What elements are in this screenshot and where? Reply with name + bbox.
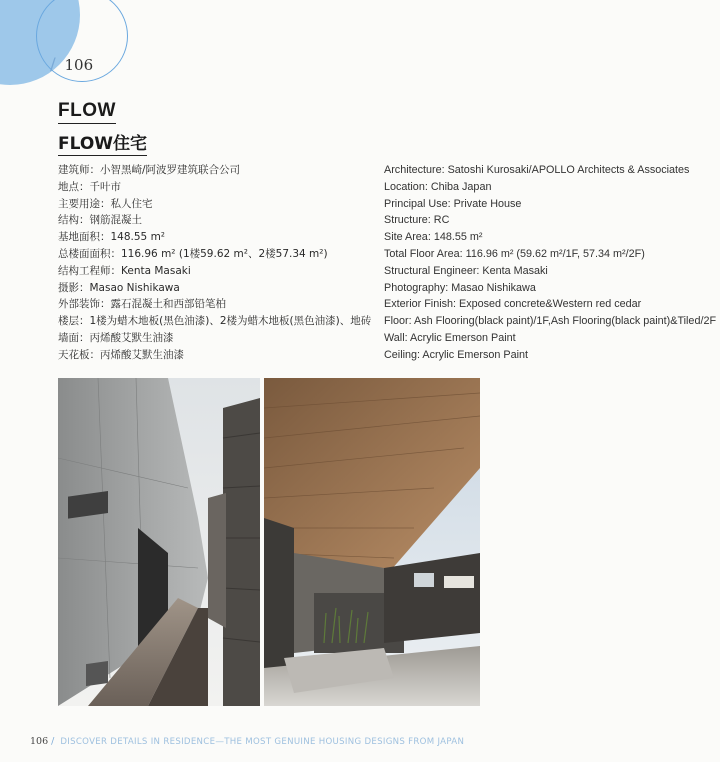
spec-cn-floor: 楼层：1楼为蜡木地板(黑色油漆)、2楼为蜡木地板(黑色油漆)、地砖 (58, 315, 372, 328)
spec-en-site-area: Site Area: 148.55 m² (384, 231, 483, 244)
spec-en-exterior: Exterior Finish: Exposed concrete&Western red cedar (384, 298, 642, 311)
spec-en-use: Principal Use: Private House (384, 197, 522, 210)
specs-english (384, 162, 720, 364)
spec-cn-photography: 摄影：Masao Nishikawa (58, 281, 180, 294)
spec-cn-ceiling: 天花板：丙烯酸艾默生油漆 (58, 348, 184, 361)
photo-side-passage (58, 378, 260, 706)
footer (30, 736, 464, 747)
spec-en-engineer: Structural Engineer: Kenta Masaki (384, 264, 548, 277)
spec-cn-wall: 墙面：丙烯酸艾默生油漆 (58, 331, 174, 344)
page-title: FLOW (58, 100, 116, 124)
spec-cn-use: 主要用途：私人住宅 (58, 197, 153, 210)
spec-cn-site-area: 基地面积：148.55 m² (58, 231, 166, 244)
footer-tagline: DISCOVER DETAILS IN RESIDENCE—THE MOST GENUINE HOUSING DESIGNS FROM JAPAN (60, 737, 465, 747)
spec-cn-location: 地点：千叶市 (58, 180, 121, 193)
spec-cn-architect: 建筑师：小智黑崎/阿波罗建筑联合公司 (58, 164, 241, 176)
spec-en-floor: Floor: Ash Flooring(black paint)/1F,Ash Flooring(black paint)&Tiled/2F (384, 315, 717, 328)
spec-en-location: Location: Chiba Japan (384, 180, 492, 193)
courtyard-illustration (264, 378, 480, 706)
spec-en-photography: Photography: Masao Nishikawa (384, 281, 536, 294)
page-number-top (50, 55, 93, 75)
side-passage-illustration (58, 378, 260, 706)
specs-chinese (58, 162, 388, 364)
footer-page-number: 106 (30, 736, 49, 747)
footer-slash: / (51, 736, 55, 747)
page-title-cn: FLOW住宅 (58, 129, 147, 156)
slash-divider: / (50, 55, 56, 75)
page-number-value: 106 (64, 56, 94, 74)
spec-cn-engineer: 结构工程师：Kenta Masaki (58, 264, 191, 277)
spec-en-ceiling: Ceiling: Acrylic Emerson Paint (384, 348, 529, 361)
spec-cn-floor-area: 总楼面面积：116.96 m² (1楼59.62 m²、2楼57.34 m²) (58, 247, 328, 260)
photo-courtyard-canopy (264, 378, 480, 706)
spec-en-floor-area: Total Floor Area: 116.96 m² (59.62 m²/1F, 57.34 m²/2F) (384, 247, 645, 260)
spec-cn-structure: 结构：钢筋混凝土 (58, 214, 142, 227)
spec-en-wall: Wall: Acrylic Emerson Paint (384, 331, 516, 344)
title-block (58, 100, 147, 156)
spec-en-structure: Structure: RC (384, 214, 450, 227)
spec-cn-exterior: 外部装饰：露石混凝土和西部铅笔柏 (58, 298, 226, 311)
spec-en-architecture: Architecture: Satoshi Kurosaki/APOLLO Architects & Associates (384, 164, 690, 176)
